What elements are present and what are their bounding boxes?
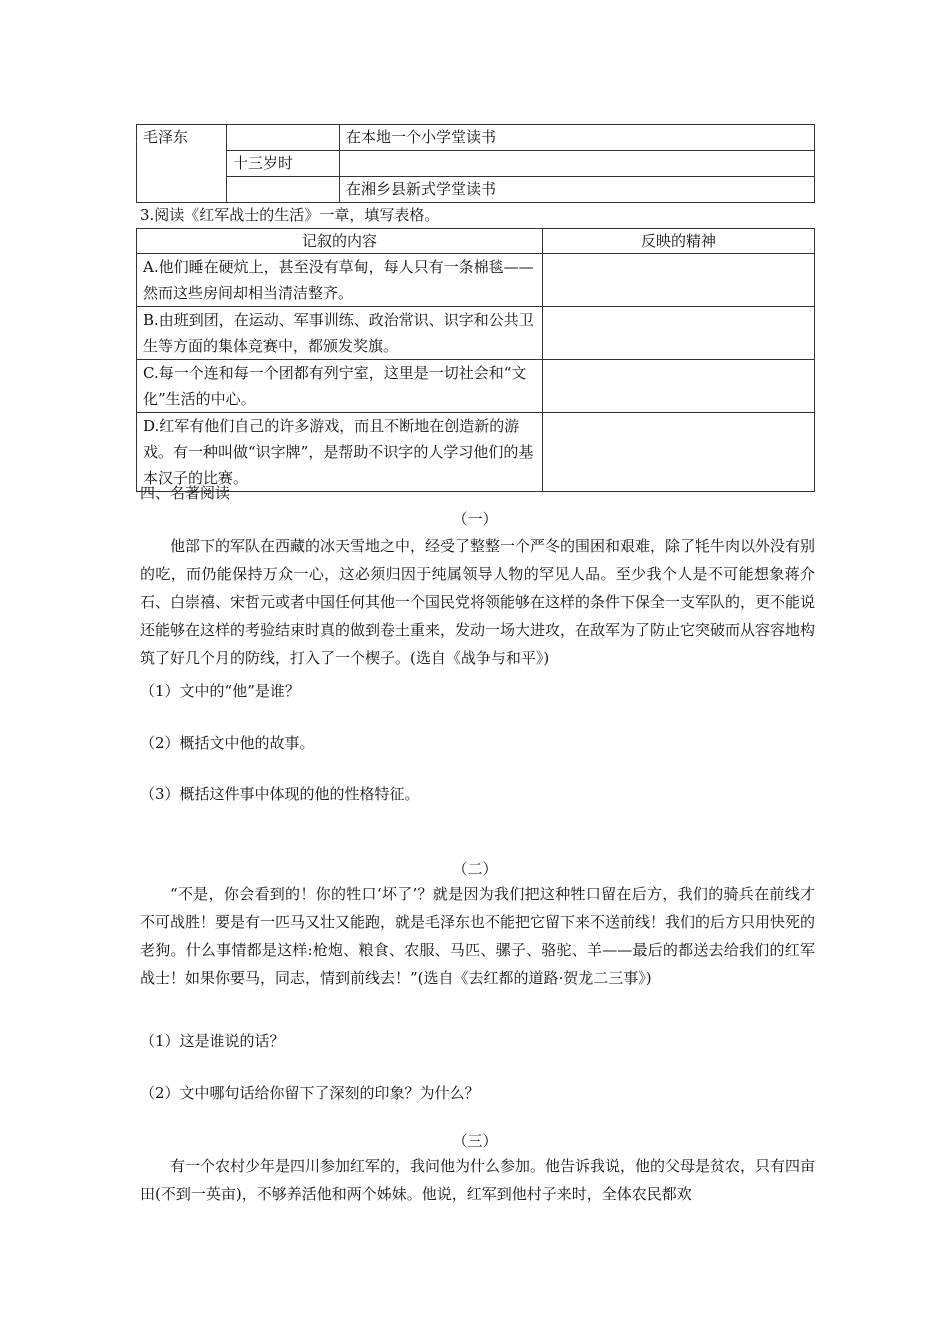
part-3-label: （三） [452,1132,498,1150]
part-1-passage: 他部下的军队在西藏的冰天雪地之中，经受了整整一个严冬的围困和艰难，除了牦牛肉以外没有别的吃，而仍能保持万众一心，这必须归因于纯属领导人物的罕见人品。至少我个人是不可能想象蒋介石、白崇禧、宋哲元或者中国任何其他一个国民党将领能够在这样的条件下保全一支军队的，更不能说还能够在这样的考验结束时真的做到卷土重来，发动一场大进攻，在敌军为了防止它突破而从容容地构筑了好几个月的防线，打入了一个楔子。(选自《战争与和平》) [140,537,816,667]
table-cell-blank [227,177,340,203]
table-row [137,360,815,413]
table-cell: 在本地一个小学堂读书 [340,125,815,151]
table-row [137,151,815,177]
content-cell: B.由班到团，在运动、军事训练、政治常识、识字和公共卫生等方面的集体竞赛中，都颁发奖旗。 [137,307,543,360]
content-cell: C.每一个连和每一个团都有列宁室，这里是一切社会和“文化”生活的中心。 [137,360,543,413]
column-header: 反映的精神 [543,229,815,254]
part-2-question-1: （1）这是谁说的话？ [140,1032,285,1050]
table-cell-blank [340,151,815,177]
table-row [137,307,815,360]
column-header: 记叙的内容 [137,229,543,254]
part-1-label: （一） [452,510,498,528]
table-header-row [137,229,815,254]
content-cell: A.他们睡在硬炕上，甚至没有草甸，每人只有一条棉毯——然而这些房间却相当清洁整齐。 [137,254,543,307]
answer-cell[interactable] [543,360,815,413]
part-1-question-1: （1）文中的“他”是谁？ [140,682,300,700]
part-2-label: （二） [452,860,498,878]
answer-cell[interactable] [543,307,815,360]
mao-timeline-table [136,124,815,203]
content-cell: D.红军有他们自己的许多游戏，而且不断地在创造新的游戏。有一种叫做“识字牌”，是帮助不识字的人学习他们的基本汉子的比赛。 [137,413,543,492]
table-cell: 在湘乡县新式学堂读书 [340,177,815,203]
table-cell: 十三岁时 [227,151,340,177]
part-2-passage: “不是，你会看到的！你的牲口‘坏了’？就是因为我们把这种牲口留在后方，我们的骑兵在前线才不可战胜！要是有一匹马又壮又能跑，就是毛泽东也不能把它留下来不送前线！我们的后方只用快死的老狗。什么事情都是这样:枪炮、粮食、农服、马匹、骡子、骆驼、羊——最后的都送去给我们的红军战士！如果你要马，同志，情到前线去！”(选自《去红都的道路·贺龙二三事》) [140,885,816,987]
part-1-question-3: （3）概括这件事中体现的他的性格特征。 [140,785,420,803]
table-row [137,254,815,307]
part-1-question-2: （2）概括文中他的故事。 [140,734,315,752]
table-cell-name: 毛泽东 [137,125,227,203]
part-2-question-2: （2）文中哪句话给你留下了深刻的印象？为什么？ [140,1084,480,1102]
question-3-title: 3.阅读《红军战士的生活》一章，填写表格。 [140,206,440,224]
table-row [137,177,815,203]
red-army-life-table [136,228,815,492]
part-3-passage: 有一个农村少年是四川参加红军的，我问他为什么参加。他告诉我说，他的父母是贫农，只有四亩田(不到一英亩)，不够养活他和两个姊妹。他说，红军到他村子来时，全体农民都欢 [140,1157,816,1203]
table-row [137,125,815,151]
answer-cell[interactable] [543,413,815,492]
section-4-title: 四、名著阅读 [140,484,231,502]
answer-cell[interactable] [543,254,815,307]
table-cell-blank [227,125,340,151]
table-row [137,413,815,492]
